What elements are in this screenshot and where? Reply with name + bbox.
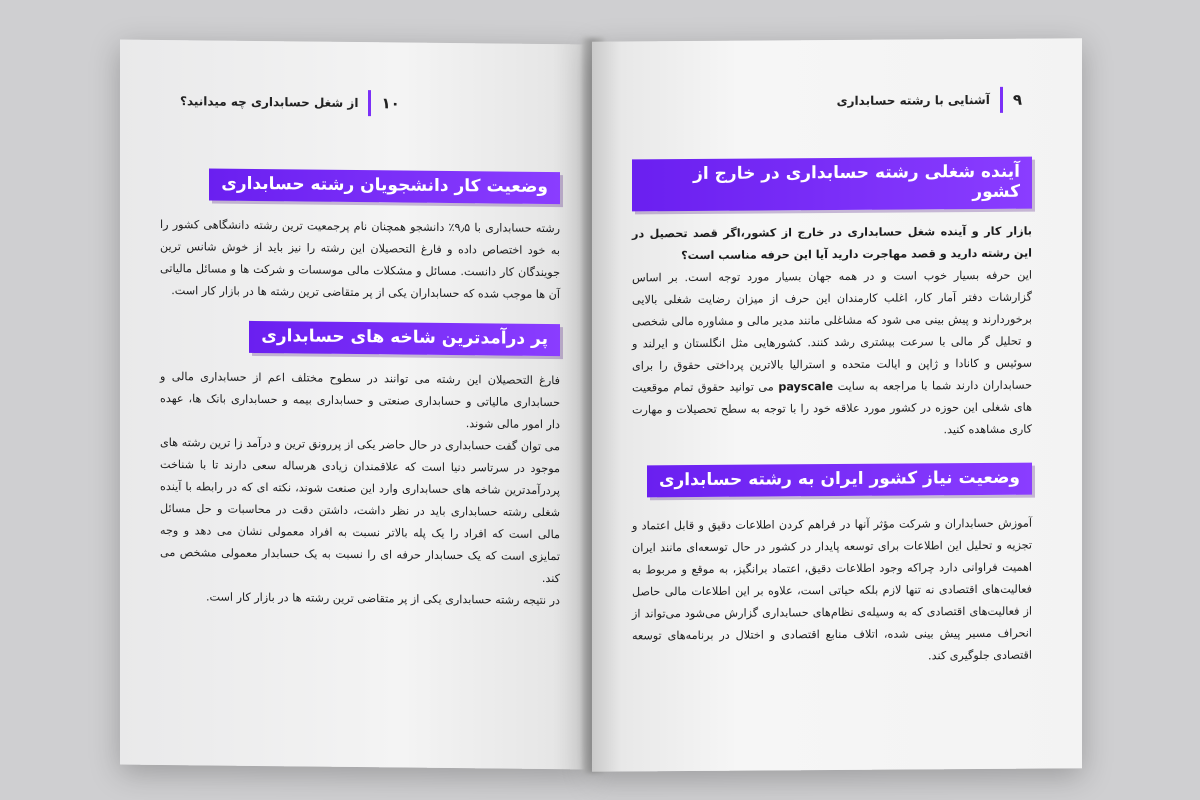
payscale-link: payscale: [778, 380, 834, 394]
right-page-number: ۹: [1012, 90, 1022, 109]
right-heading-1: آینده شغلی رشته حسابداری در خارج از کشور: [632, 157, 1032, 212]
right-content: [632, 157, 1032, 670]
right-running-header: [837, 87, 1022, 114]
left-content: [160, 168, 560, 612]
left-heading-2: پر درآمدترین شاخه های حسابداری: [249, 321, 560, 356]
left-paragraph-1: رشته حسابداری با ۹٫۵٪ دانشجو همچنان نام پرجمعیت ترین رشته دانشگاهی کشور را به خود اختصاص داده و فارغ التحصیلان این رشته را نیز باید از خوش شانس ترین جویندگان کار دانست. مسائل و مشکلات مالی موسسات و شرکت ها و مسائل مالیاتی آن ها موجب شده که حسابداران یکی از پر متقاضی ترین رشته ها در بازار کار است.: [160, 217, 560, 302]
header-divider: [1000, 87, 1003, 113]
right-heading-2: وضعیت نیاز کشور ایران به رشته حسابداری: [647, 463, 1032, 498]
left-paragraph-4: در نتیجه رشته حسابداری یکی از پر متقاضی ترین رشته ها در بازار کار است.: [206, 590, 560, 608]
left-running-header: [180, 88, 400, 116]
right-page: [592, 38, 1082, 771]
right-paragraph-2: آموزش حسابداران و شرکت مؤثر آنها در فراهم کردن اطلاعات دقیق و قابل اعتماد و تجزیه و تحلیل این اطلاعات برای توسعه پایدار در کشور در حال توسعه‌ای مانند ایران اهمیت فراوانی دارد چراکه وجود اطلاعات دقیق، اعتماد برانگیز، به موقع و مربوط به فعالیت‌های اقتصادی نه تنها لازم بلکه حیاتی است، علاوه بر این اطلاعات مالی حاصل از فعالیت‌های اقتصادی که به وسیله‌ی نظام‌های حسابداری گزارش می‌شود می‌تواند از انحراف مسیر پیش بینی شده، اتلاف منابع اقتصادی و اختلال در برنامه‌های توسعه اقتصادی جلوگیری کند.: [632, 516, 1032, 663]
header-divider: [368, 90, 371, 116]
right-running-title: آشنایی با رشته حسابداری: [836, 92, 990, 109]
left-page: [120, 40, 590, 770]
right-lead-paragraph: بازار کار و آینده شغل حسابداری در خارج از کشور،اگر قصد تحصیل در این رشته دارید و قصد مهاجرت دارید آیا این حرفه مناسب است؟: [632, 224, 1032, 263]
left-page-number: ۱۰: [381, 94, 400, 113]
right-paragraph-1-end: می توانید حقوق تمام موقعیت های شغلی این حوزه در کشور مورد علاقه خود را با توجه به سطح تحصیلات و مهارت کاری مشاهده کنید.: [632, 380, 1032, 437]
left-running-title: از شغل حسابداری چه میدانید؟: [180, 94, 359, 111]
left-paragraph-3: می توان گفت حسابداری در حال حاضر یکی از پررونق ترین و درآمد زا ترین رشته های موجود در سرتاسر دنیا است که علاقمندان زیادی هرساله سعی دارند تا با شناخت پردرآمدترین شاخه های حسابداری وارد این صنعت شوند، نکته ای که در رابطه با آینده شغلی رشته حسابداری باید در نظر داشت، داشتن دقت در محاسبات و حل مسائل مالی است که افراد را یک پله بالاتر نسبت به افراد معمولی نشان می دهد و وجه تمایزی است که یک حسابدار حرفه ای را نسبت به یک حسابدار معمولی مشخص می کند.: [160, 435, 560, 586]
right-paragraph-1-text: این حرفه بسیار خوب است و در همه جهان بسیار مورد توجه است. بر اساس گزارشات دفتر آمار کار، اغلب کارمندان این حرف از میزان رضایت شغلی بالایی برخوردارند و پیش بینی می شود که مشاغلی مانند مدیر مالی و مشاوره مالی شخصی و تحلیل گر مالی با سرعت بیشتری رشد کنند. کشورهایی مثل انگلستان و ایرلند و سوئیس و کانادا و ژاپن و ایالت متحده و استرالیا بالاترین پرداختی حقوق را برای حسابداران دارند شما با مراجعه به سایت: [632, 268, 1032, 393]
left-heading-1: وضعیت کار دانشجویان رشته حسابداری: [209, 168, 560, 204]
left-paragraph-2: فارغ التحصیلان این رشته می توانند در سطوح مختلف اعم از حسابداری مالی و حسابداری مالیاتی و حسابداری صنعتی و حسابداری بیمه و حسابداری بانک ها، عهده دار امور مالی شوند.: [160, 369, 560, 432]
right-paragraph-1: [632, 265, 1032, 444]
